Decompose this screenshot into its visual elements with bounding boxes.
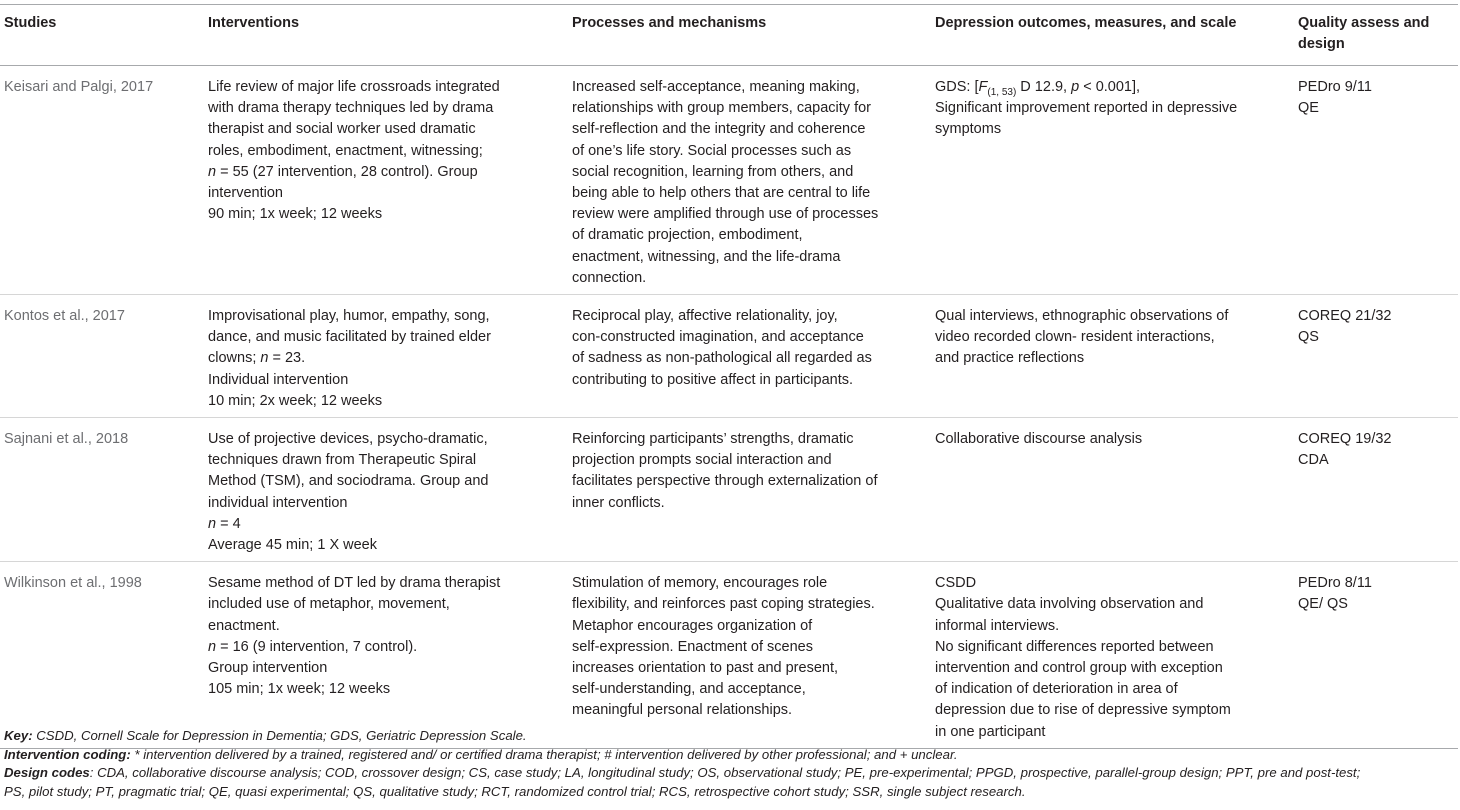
outcomes-line: and practice reflections (935, 350, 1085, 367)
interventions-line: n = 16 (9 intervention, 7 control). (208, 638, 418, 655)
key-note (4, 727, 1458, 746)
interventions-line: included use of metaphor, movement, (208, 596, 450, 613)
interventions-line: Improvisational play, humor, empathy, song, (208, 308, 490, 325)
outcomes-line: CSDD (935, 575, 977, 592)
table-row (0, 66, 1458, 295)
processes-line: relationships with group members, capacity for (572, 100, 871, 117)
quality-line: QE/ QS (1298, 596, 1348, 613)
quality-line: PEDro 8/11 (1298, 575, 1372, 592)
processes-line: of one’s life story. Social processes such as (572, 142, 852, 159)
processes-cell (568, 418, 931, 562)
interventions-line: Average 45 min; 1 X week (208, 537, 377, 554)
outcomes-line: depression due to rise of depressive symptom (935, 702, 1231, 719)
processes-line: self-reflection and the integrity and coherence (572, 121, 866, 138)
study-cell: Wilkinson et al., 1998 (4, 575, 142, 592)
quality-line: CDA (1298, 452, 1329, 469)
interventions-line: n = 55 (27 intervention, 28 control). Group (208, 163, 478, 180)
interventions-line: Method (TSM), and sociodrama. Group and (208, 473, 489, 490)
table-footnotes (4, 727, 1458, 801)
processes-line: social recognition, learning from others, and (572, 163, 854, 180)
interventions-line: enactment. (208, 617, 280, 634)
interventions-line: roles, embodiment, enactment, witnessing; (208, 142, 483, 159)
processes-line: of dramatic projection, embodiment, (572, 227, 803, 244)
quality-cell (1294, 295, 1458, 418)
quality-line: PEDro 9/11 (1298, 79, 1372, 95)
processes-line: of sadness as non-pathological all regarded as (572, 350, 872, 367)
processes-line: Reciprocal play, affective relationality, joy, (572, 308, 838, 325)
table-header (0, 5, 1458, 66)
processes-line: projection prompts social interaction and (572, 452, 832, 469)
processes-line: connection. (572, 269, 647, 286)
interventions-line: 90 min; 1x week; 12 weeks (208, 206, 383, 223)
outcomes-line: Significant improvement reported in depressive (935, 100, 1238, 117)
processes-line: review were amplified through use of processes (572, 206, 879, 223)
coding-note (4, 746, 1458, 765)
interventions-line: with drama therapy techniques led by drama (208, 100, 494, 117)
studies-table-container (0, 4, 1458, 749)
outcomes-line: informal interviews. (935, 617, 1060, 634)
interventions-cell (204, 418, 568, 562)
processes-line: Increased self-acceptance, meaning making, (572, 79, 860, 95)
outcomes-cell (931, 295, 1294, 418)
processes-line: being able to help others that are central to life (572, 185, 871, 202)
processes-line: increases orientation to past and present, (572, 660, 838, 677)
outcomes-line: Qual interviews, ethnographic observations of (935, 308, 1229, 325)
outcomes-cell (931, 418, 1294, 562)
quality-cell (1294, 562, 1458, 749)
interventions-cell (204, 295, 568, 418)
key-label: Key: (4, 728, 33, 743)
header-interventions: Interventions (208, 15, 300, 31)
header-quality: Quality assess and design (1298, 15, 1430, 52)
outcomes-line: symptoms (935, 121, 1002, 138)
quality-cell (1294, 418, 1458, 562)
interventions-line: intervention (208, 185, 283, 202)
interventions-line: n = 4 (208, 515, 241, 532)
processes-line: flexibility, and reinforces past coping strategies. (572, 596, 875, 613)
quality-line: QS (1298, 329, 1319, 346)
outcomes-cell (931, 66, 1294, 295)
processes-line: con-constructed imagination, and acceptance (572, 329, 864, 346)
processes-line: Reinforcing participants’ strengths, dramatic (572, 431, 854, 448)
processes-line: meaningful personal relationships. (572, 702, 793, 719)
header-processes: Processes and mechanisms (572, 15, 767, 31)
processes-line: contributing to positive affect in participants. (572, 371, 854, 388)
quality-line: COREQ 21/32 (1298, 308, 1392, 325)
outcomes-line: Collaborative discourse analysis (935, 431, 1143, 448)
quality-cell (1294, 66, 1458, 295)
interventions-cell (204, 66, 568, 295)
interventions-line: Use of projective devices, psycho-dramatic, (208, 431, 488, 448)
header-studies: Studies (4, 15, 57, 31)
quality-line: COREQ 19/32 (1298, 431, 1392, 448)
processes-line: enactment, witnessing, and the life-drama (572, 248, 841, 265)
processes-line: facilitates perspective through externalization of (572, 473, 878, 490)
outcomes-line: of indication of deterioration in area of (935, 681, 1178, 698)
quality-line: QE (1298, 100, 1319, 117)
coding-label: Intervention coding: (4, 746, 131, 762)
interventions-line: individual intervention (208, 494, 348, 511)
processes-line: self-understanding, and acceptance, (572, 681, 806, 698)
table-row (0, 418, 1458, 562)
studies-table (0, 4, 1458, 749)
table-body (0, 66, 1458, 749)
interventions-line: Individual intervention (208, 371, 349, 388)
coding-text: * intervention delivered by a trained, registered and/ or certified drama therapist; # intervention delivered by other professional; and + unclear. (130, 746, 958, 762)
design-text-2: PS, pilot study; PT, pragmatic trial; QE, quasi experimental; QS, qualitative study; RCT, randomized control trial; RCS, retrospective cohort study; SSR, single subject research. (4, 783, 1026, 799)
key-text: CSDD, Cornell Scale for Depression in Dementia; GDS, Geriatric Depression Scale. (32, 728, 527, 743)
interventions-line: Life review of major life crossroads integrated (208, 79, 500, 95)
processes-cell (568, 562, 931, 749)
header-row (0, 5, 1458, 66)
outcomes-line: GDS: [$F_{(1, 53)}$ D 12.9, p < 0.001], (935, 79, 1141, 98)
processes-cell (568, 66, 931, 295)
outcomes-line: No significant differences reported between (935, 638, 1214, 655)
outcomes-line: Qualitative data involving observation and (935, 596, 1204, 613)
study-cell: Kontos et al., 2017 (4, 308, 125, 325)
interventions-line: dance, and music facilitated by trained elder (208, 329, 491, 346)
interventions-line: 105 min; 1x week; 12 weeks (208, 681, 391, 698)
processes-cell (568, 295, 931, 418)
interventions-cell (204, 562, 568, 749)
design-note (4, 764, 1458, 801)
interventions-line: 10 min; 2x week; 12 weeks (208, 392, 383, 409)
outcomes-line: intervention and control group with exception (935, 660, 1223, 677)
outcomes-cell (931, 562, 1294, 749)
interventions-line: clowns; n = 23. (208, 350, 306, 367)
design-label: Design codes (4, 765, 90, 780)
design-text: : CDA, collaborative discourse analysis; COD, crossover design; CS, case study; LA, longitudinal study; OS, observational study; PE, pre-experimental; PPGD, prospective, parallel-group design; PPT, pre and post-test; (89, 765, 1361, 780)
processes-line: inner conflicts. (572, 494, 665, 511)
interventions-line: techniques drawn from Therapeutic Spiral (208, 452, 477, 469)
table-row (0, 562, 1458, 749)
interventions-line: therapist and social worker used dramatic (208, 121, 476, 138)
study-cell: Sajnani et al., 2018 (4, 431, 129, 448)
processes-line: self-expression. Enactment of scenes (572, 638, 813, 655)
outcomes-line: in one participant (935, 723, 1046, 740)
table-row (0, 295, 1458, 418)
processes-line: Metaphor encourages organization of (572, 617, 813, 634)
interventions-line: Sesame method of DT led by drama therapist (208, 575, 501, 592)
header-outcomes: Depression outcomes, measures, and scale (935, 15, 1237, 31)
interventions-line: Group intervention (208, 660, 328, 677)
study-cell: Keisari and Palgi, 2017 (4, 79, 154, 95)
outcomes-line: video recorded clown- resident interactions, (935, 329, 1215, 346)
processes-line: Stimulation of memory, encourages role (572, 575, 828, 592)
